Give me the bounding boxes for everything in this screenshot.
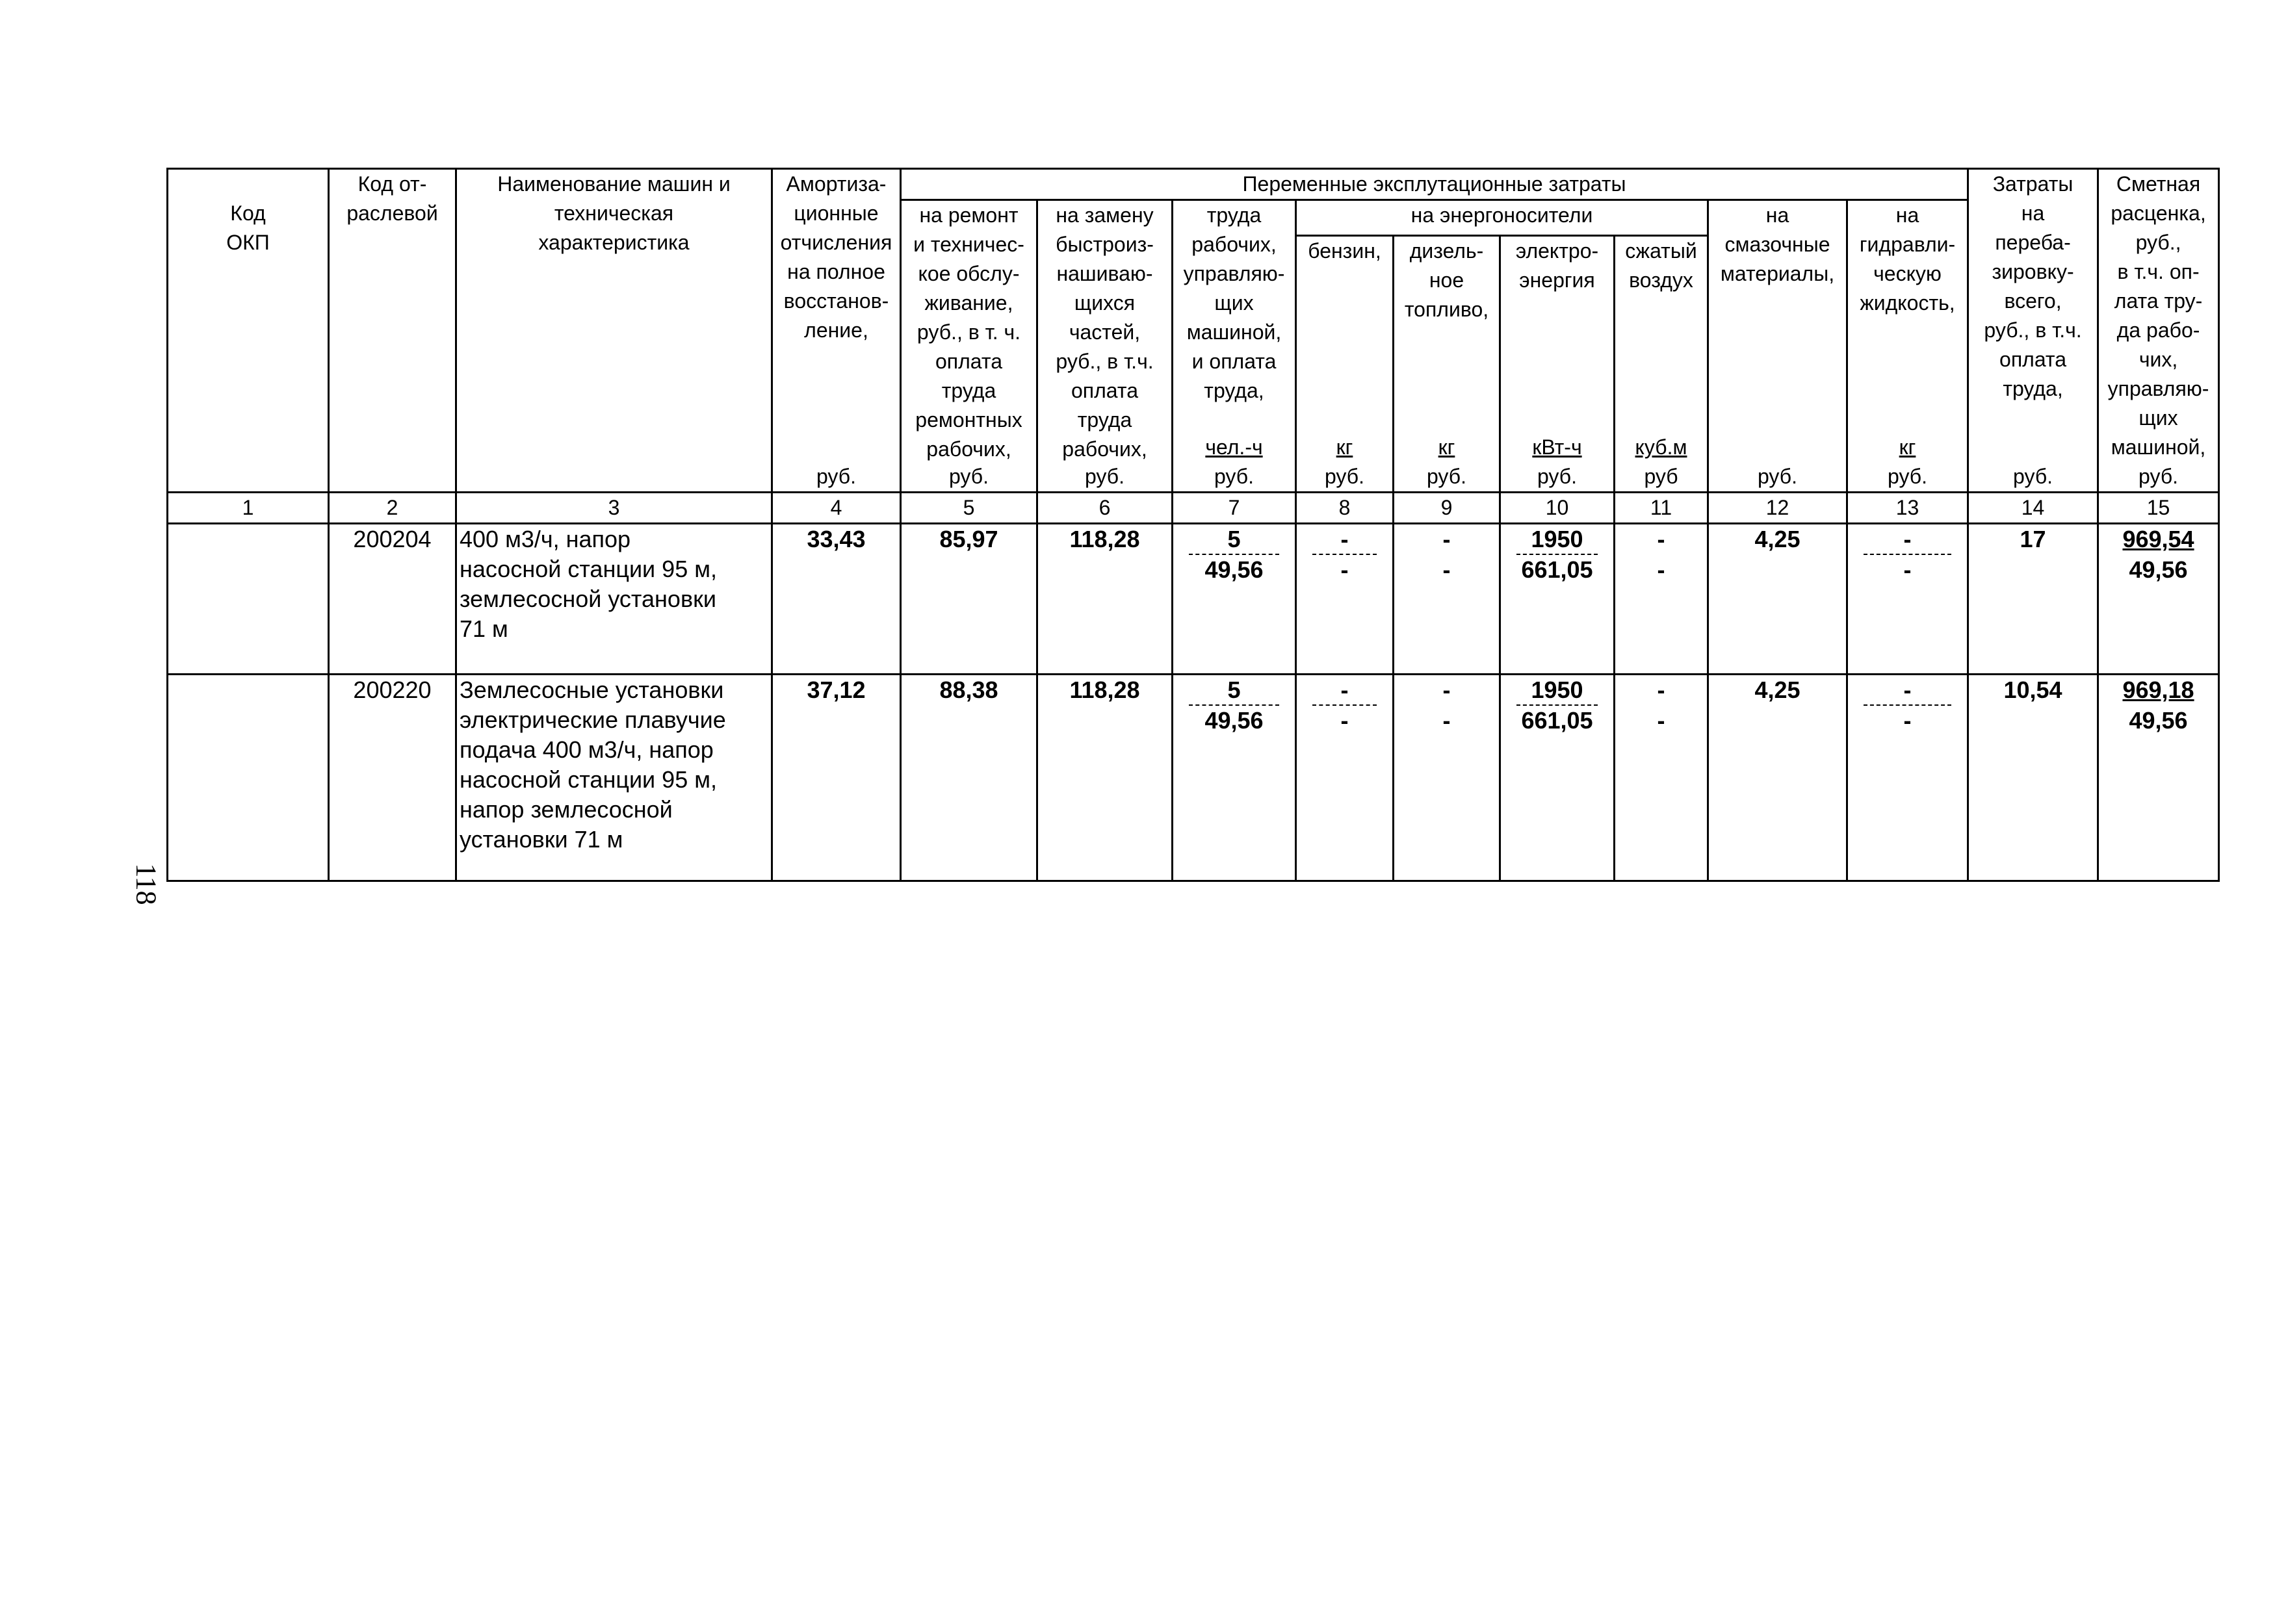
electricity-qty: 1950 xyxy=(1531,677,1583,703)
hydraulic-cell xyxy=(1847,524,1968,675)
header-relocation-label: Затраты на переба- зировку- всего, руб., в т.ч. оплата труда, xyxy=(1984,172,2082,400)
column-number: 4 xyxy=(772,493,901,524)
header-hydraulic-label: на гидравли- ческую жидкость, xyxy=(1859,203,1956,315)
column-number: 14 xyxy=(1968,493,2098,524)
unit-col11-top: куб.м xyxy=(1635,435,1687,459)
air-qty: - xyxy=(1657,526,1665,552)
header-row-1 xyxy=(168,169,2219,200)
petrol-cost: - xyxy=(1312,554,1377,584)
header-hydraulic xyxy=(1847,200,1968,493)
column-number: 3 xyxy=(456,493,772,524)
header-amortization xyxy=(772,169,901,493)
column-number: 1 xyxy=(168,493,329,524)
column-number-row xyxy=(168,493,2219,524)
air-cost: - xyxy=(1657,707,1665,734)
rate-total: 969,18 xyxy=(2122,677,2194,703)
unit-col6: руб. xyxy=(1084,465,1124,488)
header-relocation xyxy=(1968,169,2098,493)
header-lubricants xyxy=(1708,200,1847,493)
header-electricity xyxy=(1500,236,1615,493)
header-branch-code-label: Код от- раслевой xyxy=(346,172,438,225)
electricity-cost: 661,05 xyxy=(1516,554,1598,584)
petrol-qty: - xyxy=(1340,526,1349,552)
header-repair xyxy=(901,200,1037,493)
column-number: 11 xyxy=(1615,493,1708,524)
header-labor-label: труда рабочих, управляю- щих машиной, и оплата труда, xyxy=(1183,203,1285,402)
lubricants-cell: 4,25 xyxy=(1708,675,1847,881)
header-estimate-rate xyxy=(2098,169,2219,493)
parts-cell: 118,28 xyxy=(1037,675,1173,881)
air-cell xyxy=(1615,675,1708,881)
header-okp-code-label: Код ОКП xyxy=(226,201,270,254)
header-name-label: Наименование машин и техническая характеристика xyxy=(497,172,731,254)
unit-col12: руб. xyxy=(1757,465,1797,488)
branch-code-cell: 200204 xyxy=(329,524,456,675)
hydraulic-qty: - xyxy=(1903,677,1912,703)
okp-code-cell xyxy=(168,524,329,675)
hydraulic-cost: - xyxy=(1864,704,1951,735)
table-row xyxy=(168,675,2219,881)
hydraulic-qty: - xyxy=(1903,526,1912,552)
diesel-cost: - xyxy=(1442,556,1451,583)
hydraulic-cell xyxy=(1847,675,1968,881)
unit-col13-top: кг xyxy=(1899,435,1916,459)
header-energy xyxy=(1296,200,1708,236)
petrol-cell xyxy=(1296,675,1394,881)
diesel-cell xyxy=(1394,524,1500,675)
diesel-qty: - xyxy=(1442,526,1451,552)
header-labor xyxy=(1173,200,1296,493)
relocation-cell: 10,54 xyxy=(1968,675,2098,881)
column-number: 12 xyxy=(1708,493,1847,524)
relocation-cell: 17 xyxy=(1968,524,2098,675)
header-petrol xyxy=(1296,236,1394,493)
column-number: 6 xyxy=(1037,493,1173,524)
electricity-cost: 661,05 xyxy=(1516,704,1598,735)
unit-col8-top: кг xyxy=(1336,435,1353,459)
amortization-cell: 37,12 xyxy=(772,675,901,881)
electricity-cell xyxy=(1500,524,1615,675)
labor-cell xyxy=(1173,524,1296,675)
header-variable-costs-label: Переменные эксплутационные затраты xyxy=(1242,172,1626,196)
unit-col9-bottom: руб. xyxy=(1426,465,1466,488)
unit-col8-bottom: руб. xyxy=(1324,465,1364,488)
column-number: 5 xyxy=(901,493,1037,524)
hydraulic-cost: - xyxy=(1864,554,1951,584)
header-energy-label: на энергоносители xyxy=(1410,203,1593,227)
machine-name-cell xyxy=(456,675,772,881)
branch-code-cell: 200220 xyxy=(329,675,456,881)
labor-cost: 49,56 xyxy=(1189,554,1279,584)
electricity-cell xyxy=(1500,675,1615,881)
cost-table xyxy=(166,168,2220,882)
column-number: 2 xyxy=(329,493,456,524)
diesel-cell xyxy=(1394,675,1500,881)
labor-hours: 5 xyxy=(1227,526,1241,552)
column-number: 15 xyxy=(2098,493,2219,524)
unit-col4: руб. xyxy=(816,465,856,488)
page-number: 118 xyxy=(130,863,162,905)
rate-cell xyxy=(2098,524,2219,675)
amortization-cell: 33,43 xyxy=(772,524,901,675)
labor-cell xyxy=(1173,675,1296,881)
air-qty: - xyxy=(1657,677,1665,703)
header-lubricants-label: на смазочные материалы, xyxy=(1720,203,1835,285)
column-number: 10 xyxy=(1500,493,1615,524)
unit-col10-top: кВт-ч xyxy=(1532,435,1582,459)
diesel-cost: - xyxy=(1442,707,1451,734)
petrol-cost: - xyxy=(1312,704,1377,735)
header-diesel-label: дизель- ное топливо, xyxy=(1404,239,1489,322)
unit-col14: руб. xyxy=(2013,465,2053,488)
header-parts xyxy=(1037,200,1173,493)
header-electricity-label: электро- энергия xyxy=(1515,239,1599,292)
lubricants-cell: 4,25 xyxy=(1708,524,1847,675)
header-repair-label: на ремонт и техничес- кое обслу- живание, руб., в т. ч. оплата труда ремонтных рабочих, xyxy=(913,203,1024,461)
unit-col5: руб. xyxy=(948,465,989,488)
header-amortization-label: Амортиза- ционные отчисления на полное восстанов- ление, xyxy=(780,172,892,342)
parts-cell: 118,28 xyxy=(1037,524,1173,675)
rate-labor: 49,56 xyxy=(2129,556,2188,583)
unit-col7-top: чел.-ч xyxy=(1205,435,1263,459)
air-cell xyxy=(1615,524,1708,675)
petrol-qty: - xyxy=(1340,677,1349,703)
table-row xyxy=(168,524,2219,675)
repair-cell: 85,97 xyxy=(901,524,1037,675)
header-diesel xyxy=(1394,236,1500,493)
electricity-qty: 1950 xyxy=(1531,526,1583,552)
header-branch-code xyxy=(329,169,456,493)
rate-total: 969,54 xyxy=(2122,526,2194,552)
labor-hours: 5 xyxy=(1227,677,1241,703)
header-variable-costs xyxy=(901,169,1968,200)
unit-col10-bottom: руб. xyxy=(1537,465,1577,488)
machine-name: Землесосные установки электрические плавучие подача 400 м3/ч, напор насосной станции 95 м, напор землесосной установки 71 м xyxy=(460,677,726,853)
column-number: 9 xyxy=(1394,493,1500,524)
labor-cost: 49,56 xyxy=(1189,704,1279,735)
header-compressed-air xyxy=(1615,236,1708,493)
column-number: 7 xyxy=(1173,493,1296,524)
repair-cell: 88,38 xyxy=(901,675,1037,881)
column-number: 13 xyxy=(1847,493,1968,524)
unit-col7-bottom: руб. xyxy=(1214,465,1254,488)
header-estimate-rate-label: Сметная расценка, руб., в т.ч. оп- лата тру- да рабо- чих, управляю- щих машиной, xyxy=(2107,172,2209,459)
rate-cell xyxy=(2098,675,2219,881)
header-compressed-air-label: сжатый воздух xyxy=(1625,239,1697,292)
petrol-cell xyxy=(1296,524,1394,675)
header-petrol-label: бензин, xyxy=(1308,239,1381,263)
diesel-qty: - xyxy=(1442,677,1451,703)
machine-name-cell xyxy=(456,524,772,675)
okp-code-cell xyxy=(168,675,329,881)
header-okp-code xyxy=(168,169,329,493)
rate-labor: 49,56 xyxy=(2129,707,2188,734)
unit-col15: руб. xyxy=(2138,465,2179,488)
unit-col11-bottom: руб xyxy=(1644,465,1678,488)
header-name xyxy=(456,169,772,493)
machine-name: 400 м3/ч, напор насосной станции 95 м, землесосной установки 71 м xyxy=(460,526,717,642)
header-parts-label: на замену быстроиз- нашиваю- щихся частей, руб., в т.ч. оплата труда рабочих, xyxy=(1056,203,1154,461)
air-cost: - xyxy=(1657,556,1665,583)
unit-col9-top: кг xyxy=(1438,435,1455,459)
column-number: 8 xyxy=(1296,493,1394,524)
unit-col13-bottom: руб. xyxy=(1888,465,1928,488)
